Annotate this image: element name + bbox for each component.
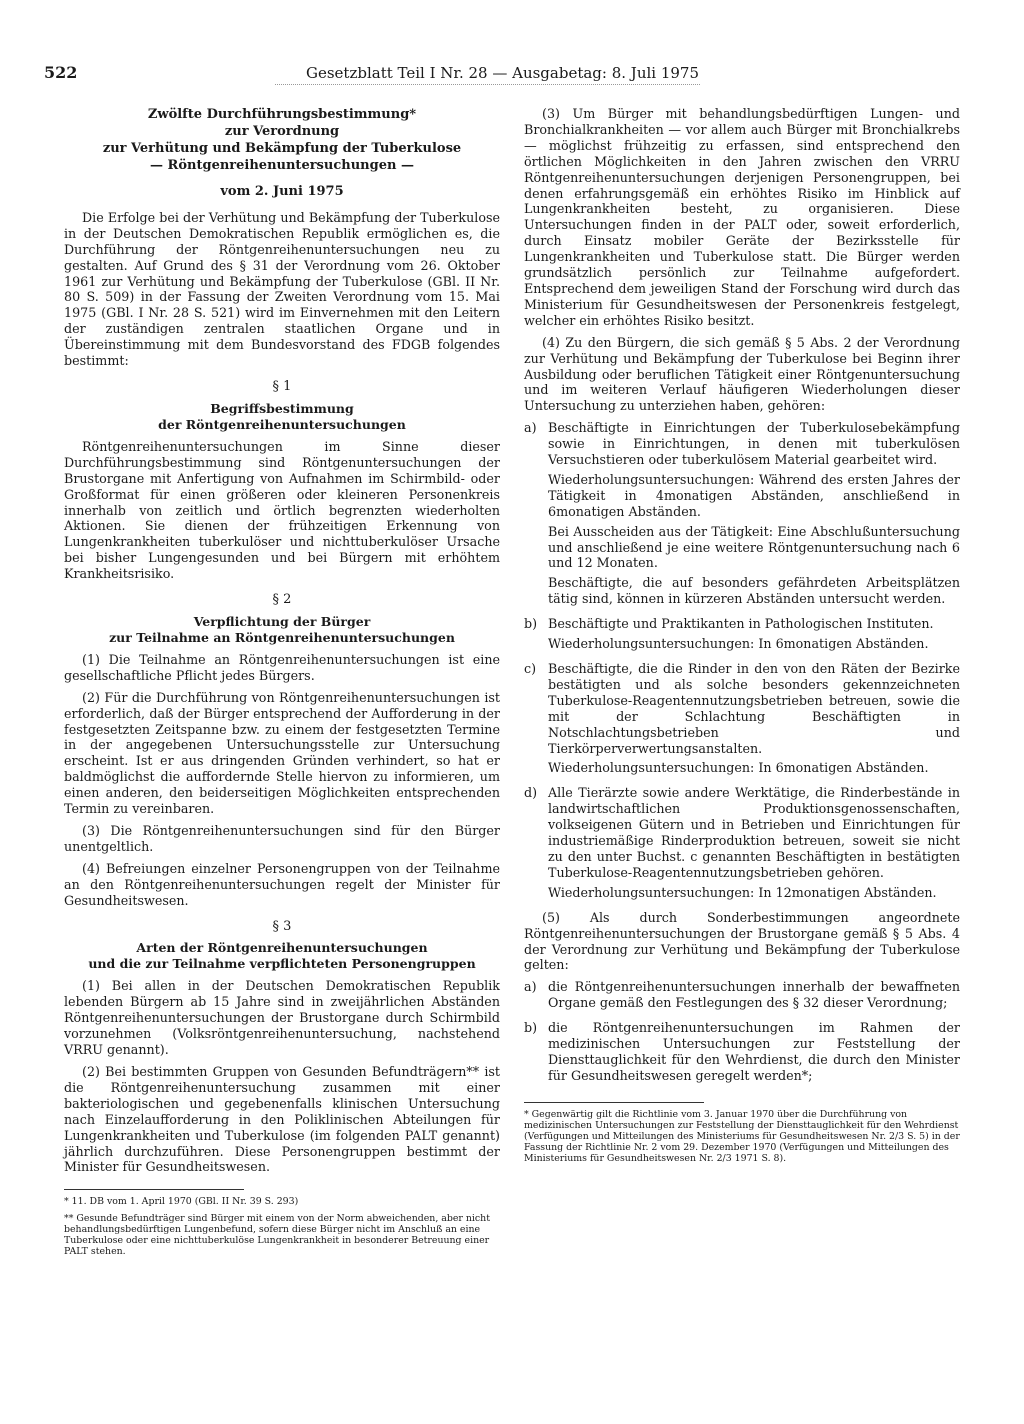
list-paragraph: Wiederholungsuntersuchungen: In 12monatigen Abständen.	[548, 884, 937, 900]
list-paragraph: Alle Tierärzte sowie andere Werktätige, die Rinderbestände in landwirtschaftlichen Produktionsgenossenschaften, volkseigenen Gütern und in Betrieben und Einrichtungen für industriemäßige Rinderproduktion betreuen, soweit sie nicht zu den unter Buchst. c genannten Beschäftigten in bestätigten Tuberkulose-Reagentennutzungsbetrieben gehören.	[548, 785, 960, 880]
list-paragraph: Beschäftigte, die auf besonders gefährdeten Arbeitsplätzen tätig sind, können in kürzeren Abständen untersucht werden.	[548, 575, 960, 607]
heading-line: Begriffsbestimmung	[210, 400, 354, 416]
title-line: Zwölfte Durchführungsbestimmung*	[147, 107, 417, 122]
section-1-text: Röntgenreihenuntersuchungen im Sinne dieser Durchführungsbestimmung sind Röntgenuntersuchungen der Brustorgane mit Anfertigung von Aufnahmen im Schirmbild- oder Großformat für einen größeren oder kleineren Personenkreis innerhalb von zeitlich und örtlich begrenzten wiederholten Aktionen. Sie dienen der frühzeitigen Erkennung von Lungenkrankheiten tuberkulöser und nichttuberkulöser Ursache bei bisher Lungengesunden und bei Bürgern mit erhöhtem Krankheitsrisiko.	[64, 438, 500, 582]
list-label: b)	[524, 1020, 538, 1036]
list-label: c)	[524, 661, 537, 676]
list-paragraph: die Röntgenreihenuntersuchungen im Rahmen der medizinischen Untersuchungen zur Feststellung der Diensttauglichkeit für den Wehrdienst, die durch den Minister für Gesundheitswesen geregelt werden*;	[548, 1020, 960, 1083]
footnote-rule	[524, 1102, 704, 1103]
section-heading-3	[64, 940, 500, 972]
section-3-paragraph-4: (4) Zu den Bürgern, die sich gemäß § 5 Abs. 2 der Verordnung zur Verhütung und Bekämpfung der Tuberkulose bei Beginn ihrer Ausbildung oder beruflichen Tätigkeit einer Röntgenuntersuchung und im weiteren Verlauf häufigeren Wiederholungen dieser Untersuchung zu unterziehen haben, gehören:	[524, 334, 960, 414]
intro-paragraph: Die Erfolge bei der Verhütung und Bekämpfung der Tuberkulose in der Deutschen Demokratischen Republik ermöglichen es, die Durchführung der Röntgenreihenuntersuchungen neu zu gestalten. Auf Grund des § 31 der Verordnung vom 26. Oktober 1961 zur Verhütung und Bekämpfung der Tuberkulose (GBl. II Nr. 80 S. 509) in der Fassung der Zweiten Verordnung vom 15. Mai 1975 (GBl. I Nr. 28 S. 521) wird im Einvernehmen mit den Leitern der zuständigen zentralen staatlichen Organe und in Übereinstimmung mit dem Bundesvorstand des FDGB folgendes bestimmt:	[64, 209, 500, 369]
heading-line: und die zur Teilnahme verpflichteten Personengruppen	[88, 956, 476, 972]
section-3-paragraph-2: (2) Bei bestimmten Gruppen von Gesunden Befundträgern** ist die Röntgenreihenuntersuchung zusammen mit einer bakteriologischen und gegebenenfalls klinischen Untersuchung nach Einzelaufforderung in den Poliklinischen Abteilungen für Lungenkrankheiten und Tuberkulose (im folgenden PALT genannt) jährlich durchzuführen. Diese Personengruppen bestimmt der Minister für Gesundheitswesen.	[64, 1063, 500, 1175]
list-paragraph: die Röntgenreihenuntersuchungen innerhalb der bewaffneten Organe gemäß den Festlegungen des § 32 dieser Verordnung;	[548, 979, 960, 1011]
heading-line: zur Teilnahme an Röntgenreihenuntersuchungen	[109, 629, 455, 645]
section-number-2: § 2	[272, 592, 292, 608]
list-body	[548, 785, 960, 904]
title-line: zur Verhütung und Bekämpfung der Tuberkulose	[102, 141, 462, 156]
running-title: Gesetzblatt Teil I Nr. 28 — Ausgabetag: 8. Juli 1975	[306, 64, 700, 82]
list-body	[548, 661, 960, 780]
list-item	[524, 1020, 960, 1088]
heading-line: der Röntgenreihenuntersuchungen	[158, 416, 406, 432]
section-2-paragraph-4: (4) Befreiungen einzelner Personengruppen von der Teilnahme an den Röntgenreihenuntersuchungen regelt der Minister für Gesundheitswesen.	[64, 860, 500, 908]
footnote: * 11. DB vom 1. April 1970 (GBl. II Nr. 39 S. 293)	[64, 1196, 299, 1208]
section-3-paragraph-1: (1) Bei allen in der Deutschen Demokratischen Republik lebenden Bürgern ab 15 Jahre sind in zweijährlichen Abständen Röntgenreihenuntersuchungen der Brustorgane durch Schirmbild vorzunehmen (Volksröntgenreihenuntersuchung, nachstehend VRRU genannt).	[64, 978, 500, 1058]
title-line: — Röntgenreihenuntersuchungen —	[150, 158, 414, 173]
list-paragraph: Beschäftigte und Praktikanten in Pathologischen Instituten.	[548, 616, 934, 632]
heading-line: Arten der Röntgenreihenuntersuchungen	[136, 940, 428, 956]
list-item	[524, 785, 960, 904]
section-3-paragraph-5: (5) Als durch Sonderbestimmungen angeordnete Röntgenreihenuntersuchungen der Brustorgane gemäß § 5 Abs. 4 der Verordnung zur Verhütung und Bekämpfung der Tuberkulose gelten:	[524, 909, 960, 973]
document-date: vom 2. Juni 1975	[220, 184, 344, 199]
list-item	[524, 420, 960, 611]
list-paragraph: Wiederholungsuntersuchungen: In 6monatigen Abständen.	[548, 636, 929, 652]
heading-line: Verpflichtung der Bürger	[193, 613, 371, 629]
header-rule	[275, 84, 700, 85]
section-number-3: § 3	[272, 918, 292, 934]
list-label: a)	[524, 979, 537, 995]
document-title	[64, 106, 500, 174]
list-body	[548, 420, 960, 611]
list-item	[524, 661, 960, 780]
section-heading-1	[64, 401, 500, 433]
section-2-paragraph-3: (3) Die Röntgenreihenuntersuchungen sind für den Bürger unentgeltlich.	[64, 823, 500, 854]
footnote: * Gegenwärtig gilt die Richtlinie vom 3. Januar 1970 über die Durchführung von medizinischen Untersuchungen zur Feststellung der Diensttauglichkeit für den Wehrdienst (Verfügungen und Mitteilungen des Ministeriums für Gesundheitswesen Nr. 2/3 S. 5) in der Fassung der Richtlinie Nr. 2 vom 29. Dezember 1970 (Verfügungen und Mitteilungen des Ministeriums für Gesundheitswesen Nr. 2/3 1971 S. 8).	[524, 1108, 960, 1164]
list-label: d)	[524, 785, 538, 801]
page-header	[44, 62, 704, 84]
list-paragraph: Beschäftigte, die die Rinder in den von den Räten der Bezirke bestätigten und als solche besonders gekennzeichneten Tuberkulose-Reagentennutzungsbetrieben betreuen, sowie die mit der Schlachtung Beschäftigten in Notschlachtungsbetrieben und Tierkörperverwertungsanstalten.	[548, 661, 960, 756]
right-column	[524, 106, 960, 1170]
list-label: b)	[524, 616, 538, 632]
section-2-paragraph-2: (2) Für die Durchführung von Röntgenreihenuntersuchungen ist erforderlich, daß der Bürger entsprechend der Aufforderung in der festgesetzten Zeitspanne bzw. zu einem der festgesetzten Termine in der angegebenen Untersuchungsstelle zur Untersuchung erscheint. Ist er aus dringenden Gründen verhindert, so hat er baldmöglichst die auffordernde Stelle hiervon zu informieren, um einen anderen, den beiderseitigen Möglichkeiten entsprechenden Termin zu vereinbaren.	[64, 689, 500, 817]
page-number: 522	[44, 63, 78, 82]
list-paragraph: Beschäftigte in Einrichtungen der Tuberkulosebekämpfung sowie in Einrichtungen, in denen mit tuberkulösen Versuchstieren oder tuberkulösem Material gearbeitet wird.	[548, 420, 960, 468]
footnote-rule	[64, 1189, 244, 1190]
list-body	[548, 1020, 960, 1088]
footnote: ** Gesunde Befundträger sind Bürger mit einem von der Norm abweichenden, aber nicht behandlungsbedürftigen Lungenbefund, sofern diese Bürger nicht im Anschluß an eine Tuberkulose oder eine nichttuberkulöse Lungenkrankheit in besonderer Betreuung einer PALT stehen.	[64, 1213, 490, 1258]
list-paragraph: Wiederholungsuntersuchungen: Während des ersten Jahres der Tätigkeit in 4monatigen Abständen, anschließend in 6monatigen Abständen.	[548, 471, 960, 519]
section-3-paragraph-3: (3) Um Bürger mit behandlungsbedürftigen Lungen- und Bronchialkrankheiten — vor allem auch Bürger mit Bronchialkrebs — möglichst frühzeitig zu erfassen, sind entsprechend den örtlichen Möglichkeiten in den Jahren zwischen den VRRU Röntgenreihenuntersuchungen derjenigen Personengruppen, bei denen erfahrungsgemäß ein erhöhtes Risiko im Hinblick auf Lungenkrankheiten besteht, zu organisieren. Diese Untersuchungen finden in der PALT oder, soweit erforderlich, durch Einsatz mobiler Geräte der Bezirksstelle für Lungenkrankheiten und Tuberkulose statt. Die Bürger werden grundsätzlich persönlich zur Teilnahme aufgefordert. Entsprechend dem jeweiligen Stand der Forschung wird durch das Ministerium für Gesundheitswesen der Personenkreis festgelegt, welcher ein erhöhtes Risiko besitzt.	[524, 106, 960, 328]
list-body	[548, 616, 960, 656]
list-label: a)	[524, 420, 537, 436]
section-heading-2	[64, 614, 500, 646]
section-2-paragraph-1: (1) Die Teilnahme an Röntgenreihenuntersuchungen ist eine gesellschaftliche Pflicht jedes Bürgers.	[64, 651, 500, 683]
list-item	[524, 616, 960, 656]
list-item	[524, 979, 960, 1015]
title-line: zur Verordnung	[224, 124, 340, 139]
list-body	[548, 979, 960, 1015]
left-column	[64, 106, 500, 1263]
list-paragraph: Wiederholungsuntersuchungen: In 6monatigen Abständen.	[548, 760, 929, 776]
section-number-1: § 1	[272, 378, 292, 394]
list-paragraph: Bei Ausscheiden aus der Tätigkeit: Eine Abschlußuntersuchung und anschließend je eine weitere Röntgenuntersuchung nach 6 und 12 Monaten.	[548, 523, 960, 571]
